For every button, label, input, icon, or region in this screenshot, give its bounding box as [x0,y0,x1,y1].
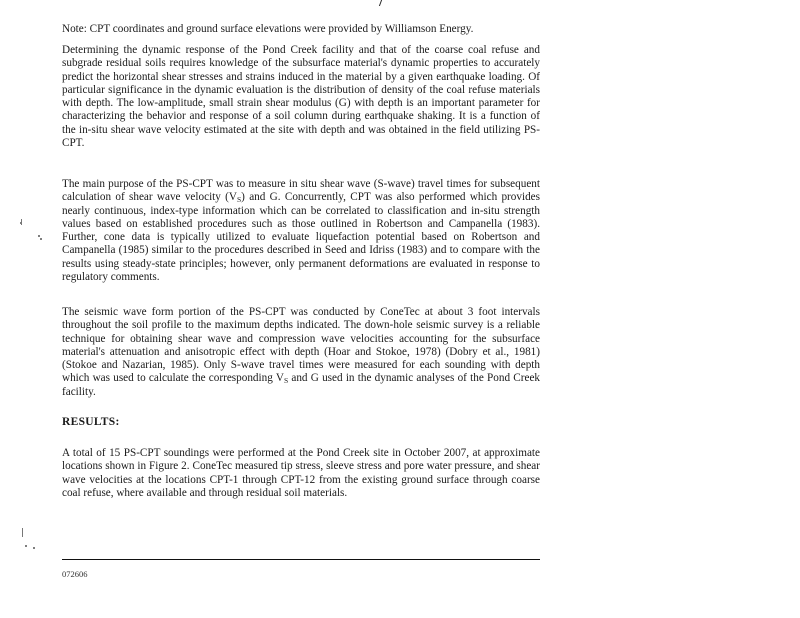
scan-speck [40,238,42,240]
footer-rule [62,559,540,560]
scan-speck [33,547,35,549]
scan-speck [25,545,27,547]
paragraph-ps-cpt-purpose-part-a: The main purpose of the PS-CPT was to measure in situ shear wave (S-wave) travel times for subsequent calculation of shear wave velocity (V [62,178,540,204]
paragraph-ps-cpt-purpose [62,178,540,284]
top-scan-mark [375,0,382,6]
note-line: Note: CPT coordinates and ground surface elevations were provided by Williamson Energy. [62,23,474,35]
paragraph-results: A total of 15 PS-CPT soundings were performed at the Pond Creek site in October 2007, at approximate locations shown in Figure 2. ConeTec measured tip stress, sleeve stress and pore water pressure, and shear wave velocities at the locations CPT-1 through CPT-12 from the existing ground surface through coarse coal refuse, where available and through residual soil materials. [62,447,540,499]
scan-speck [38,235,40,237]
vs-subscript: S [237,195,242,205]
paragraph-dynamic-response: Determining the dynamic response of the Pond Creek facility and that of the coarse coal refuse and subgrade residual soils requires knowledge of the subsurface material's dynamic properties to accurately predict the horizontal shear stresses and strains induced in the material by a given earthquake loading. Of particular significance in the dynamic evaluation is the distribution of density of the coal refuse materials with depth. The low-amplitude, small strain shear modulus (G) with depth is an important parameter for characterizing the behavior and response of a soil column during earthquake shaking. It is a function of the in-situ shear wave velocity estimated at the site with depth and was obtained in the field utilizing PS-CPT. [62,44,540,150]
paragraph-ps-cpt-purpose-part-b: ) and G. Concurrently, CPT was also performed which provides nearly continuous, index-type information which can be correlated to classification and in-situ strength values based on established procedures such as those outlined in Robertson and Campanella (1983). Further, cone data is typically utilized to evaluate liquefaction potential based on Robertson and Campanella (1985) similar to the procedures described in Seed and Idriss (1983) and to compare with the results using steady-state principles; however, only permanent deformations are evaluated in response to regulatory comments. [62,191,540,284]
paragraph-seismic-wave-part-a: The seismic wave form portion of the PS-CPT was conducted by ConeTec at about 3 foot intervals throughout the soil profile to the maximum depths indicated. The down-hole seismic survey is a reliable technique for obtaining shear wave and compression wave velocities accounting for the subsurface material's attenuation and anisotropic effect with depth (Hoar and Stokoe, 1978) (Dobry et al., 1981) (Stokoe and Nazarian, 1985). Only S-wave travel times were measured for each sounding with depth which was used to calculate the corresponding V [62,306,540,385]
paragraph-seismic-wave-part-b: and G used in the dynamic analyses of the Pond Creek facility. [62,372,540,398]
scan-scratch [21,219,22,225]
vs-subscript: S [283,376,289,386]
results-heading: RESULTS: [62,416,120,428]
scan-scratch [22,528,23,537]
footer-code: 072606 [62,569,88,579]
paragraph-seismic-wave [62,306,540,399]
